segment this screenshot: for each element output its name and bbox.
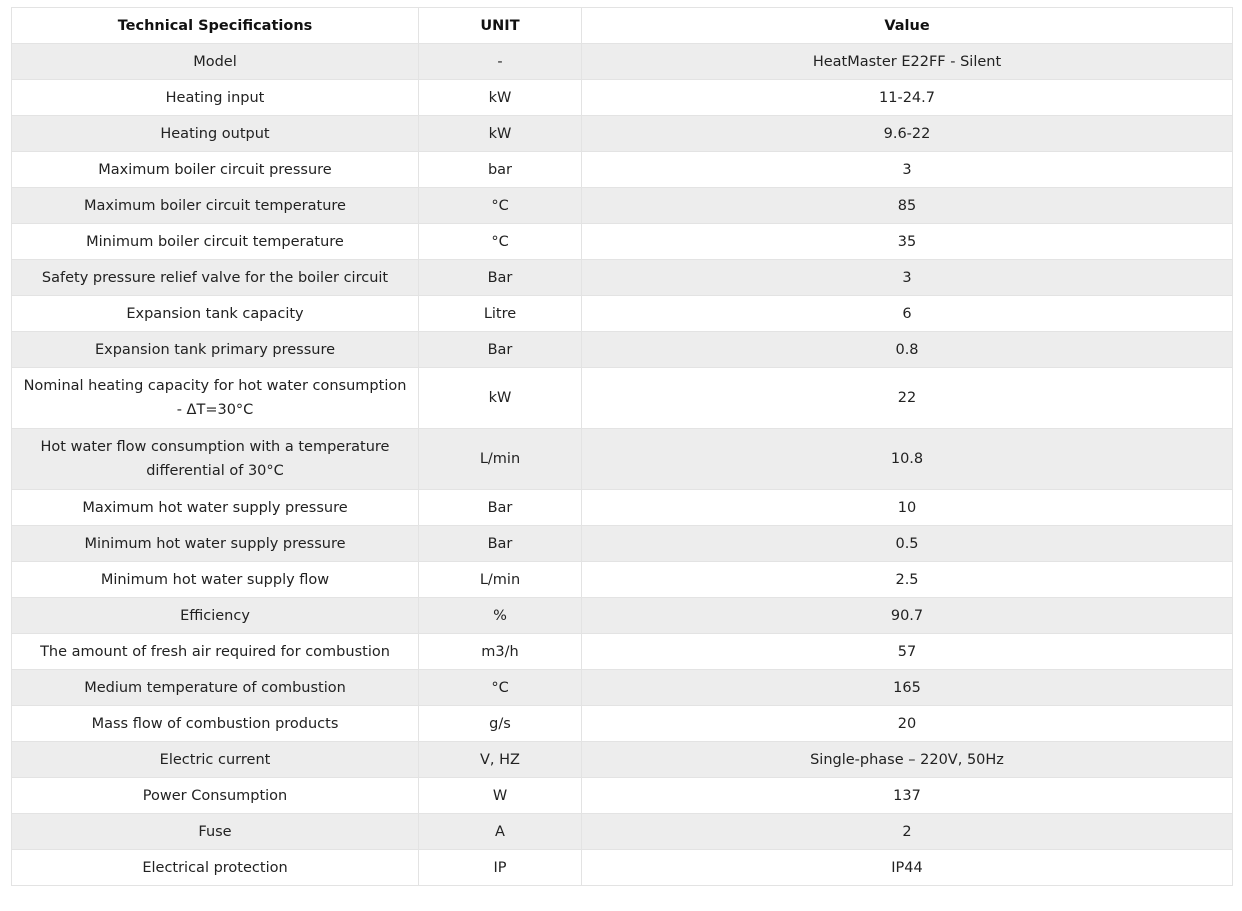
- spec-cell: Nominal heating capacity for hot water consumption - ΔT=30°C: [12, 368, 419, 429]
- unit-cell: IP: [419, 850, 582, 886]
- spec-cell: Efficiency: [12, 598, 419, 634]
- value-cell: Single-phase – 220V, 50Hz: [582, 742, 1233, 778]
- spec-cell: Medium temperature of combustion: [12, 670, 419, 706]
- unit-cell: V, HZ: [419, 742, 582, 778]
- unit-cell: °C: [419, 670, 582, 706]
- value-cell: 9.6-22: [582, 116, 1233, 152]
- technical-specifications-table: [11, 7, 1233, 886]
- spec-cell: Minimum boiler circuit temperature: [12, 224, 419, 260]
- value-cell: 2.5: [582, 562, 1233, 598]
- spec-cell: Safety pressure relief valve for the boiler circuit: [12, 260, 419, 296]
- spec-table-container: [11, 7, 1232, 886]
- table-row: [12, 562, 1233, 598]
- unit-cell: W: [419, 778, 582, 814]
- value-cell: 0.8: [582, 332, 1233, 368]
- table-row: [12, 188, 1233, 224]
- value-cell: 11-24.7: [582, 80, 1233, 116]
- unit-cell: -: [419, 44, 582, 80]
- table-row: [12, 598, 1233, 634]
- table-row: [12, 670, 1233, 706]
- unit-cell: kW: [419, 116, 582, 152]
- table-row: [12, 44, 1233, 80]
- value-cell: 6: [582, 296, 1233, 332]
- table-row: [12, 526, 1233, 562]
- value-cell: 10.8: [582, 429, 1233, 490]
- value-cell: 2: [582, 814, 1233, 850]
- value-cell: 57: [582, 634, 1233, 670]
- header-spec: Technical Specifications: [12, 8, 419, 44]
- table-row: [12, 80, 1233, 116]
- spec-cell: Maximum boiler circuit temperature: [12, 188, 419, 224]
- table-row: [12, 116, 1233, 152]
- spec-cell: Maximum boiler circuit pressure: [12, 152, 419, 188]
- spec-cell: Maximum hot water supply pressure: [12, 490, 419, 526]
- value-cell: 3: [582, 260, 1233, 296]
- unit-cell: Bar: [419, 526, 582, 562]
- table-row: [12, 706, 1233, 742]
- table-row: [12, 850, 1233, 886]
- header-row: [12, 8, 1233, 44]
- table-row: [12, 429, 1233, 490]
- unit-cell: m3/h: [419, 634, 582, 670]
- unit-cell: bar: [419, 152, 582, 188]
- spec-cell: Electrical protection: [12, 850, 419, 886]
- table-row: [12, 634, 1233, 670]
- value-cell: 20: [582, 706, 1233, 742]
- table-row: [12, 260, 1233, 296]
- spec-cell: Hot water flow consumption with a temperature differential of 30°C: [12, 429, 419, 490]
- table-row: [12, 490, 1233, 526]
- unit-cell: Bar: [419, 260, 582, 296]
- spec-cell: Power Consumption: [12, 778, 419, 814]
- unit-cell: L/min: [419, 562, 582, 598]
- value-cell: 0.5: [582, 526, 1233, 562]
- table-row: [12, 368, 1233, 429]
- table-row: [12, 296, 1233, 332]
- spec-cell: Electric current: [12, 742, 419, 778]
- unit-cell: Bar: [419, 490, 582, 526]
- value-cell: 3: [582, 152, 1233, 188]
- spec-cell: The amount of fresh air required for combustion: [12, 634, 419, 670]
- unit-cell: °C: [419, 188, 582, 224]
- spec-cell: Heating output: [12, 116, 419, 152]
- unit-cell: A: [419, 814, 582, 850]
- unit-cell: Litre: [419, 296, 582, 332]
- spec-cell: Fuse: [12, 814, 419, 850]
- table-body: [12, 44, 1233, 886]
- spec-cell: Model: [12, 44, 419, 80]
- table-row: [12, 814, 1233, 850]
- spec-cell: Mass flow of combustion products: [12, 706, 419, 742]
- value-cell: 165: [582, 670, 1233, 706]
- header-unit: UNIT: [419, 8, 582, 44]
- spec-cell: Minimum hot water supply pressure: [12, 526, 419, 562]
- value-cell: 22: [582, 368, 1233, 429]
- value-cell: HeatMaster E22FF - Silent: [582, 44, 1233, 80]
- value-cell: IP44: [582, 850, 1233, 886]
- unit-cell: %: [419, 598, 582, 634]
- table-row: [12, 332, 1233, 368]
- unit-cell: Bar: [419, 332, 582, 368]
- spec-cell: Expansion tank capacity: [12, 296, 419, 332]
- spec-cell: Expansion tank primary pressure: [12, 332, 419, 368]
- table-row: [12, 742, 1233, 778]
- table-row: [12, 152, 1233, 188]
- unit-cell: kW: [419, 80, 582, 116]
- unit-cell: kW: [419, 368, 582, 429]
- table-row: [12, 778, 1233, 814]
- spec-cell: Heating input: [12, 80, 419, 116]
- table-header: [12, 8, 1233, 44]
- value-cell: 90.7: [582, 598, 1233, 634]
- value-cell: 10: [582, 490, 1233, 526]
- table-row: [12, 224, 1233, 260]
- unit-cell: °C: [419, 224, 582, 260]
- unit-cell: g/s: [419, 706, 582, 742]
- value-cell: 85: [582, 188, 1233, 224]
- spec-cell: Minimum hot water supply flow: [12, 562, 419, 598]
- unit-cell: L/min: [419, 429, 582, 490]
- value-cell: 137: [582, 778, 1233, 814]
- value-cell: 35: [582, 224, 1233, 260]
- header-value: Value: [582, 8, 1233, 44]
